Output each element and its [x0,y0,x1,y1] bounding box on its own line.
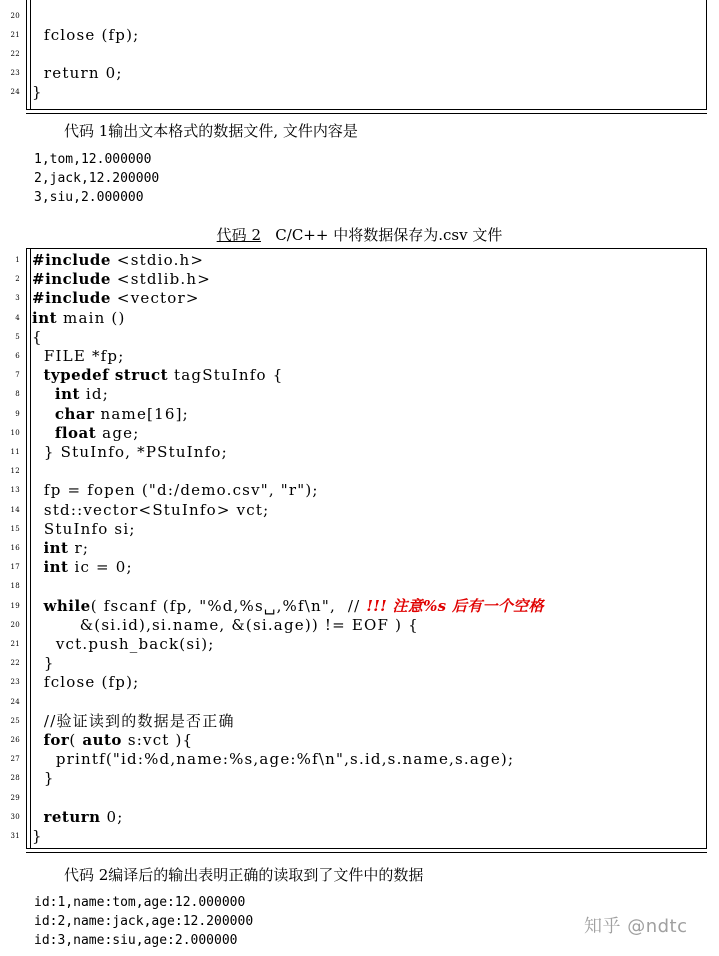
code-segment: vct.push_back(si); [32,635,215,653]
code-segment: fclose (fp); [32,26,140,44]
line-number: 9 [15,409,20,418]
code-line [10,789,706,808]
code-line [10,750,706,769]
code-segment: s:vct ){ [121,731,194,749]
code-line [10,7,706,26]
code-text [32,539,89,558]
code-segment: <stdlib.h> [110,270,212,289]
code-segment: printf("id:%d,name:%s,age:%f\n",s.id,s.name,s.age); [32,750,515,769]
line-number: 23 [10,678,20,687]
code-line [10,654,706,673]
code-line [10,769,706,788]
code-text [32,597,544,616]
line-number: 19 [10,601,20,610]
code-segment: std::vector<StuInfo> vct; [32,500,270,519]
code-line [15,404,706,424]
code-text [32,635,215,654]
code-text [32,328,43,347]
line-number: 12 [10,467,20,476]
code-segment: &(si.id),si.name, &(si.age)) != EOF ) { [32,615,419,634]
code-text [32,731,193,750]
code-segment: main () [57,308,126,327]
code-keyword: #include [32,270,111,289]
output-2-line-2: id:2,name:jack,age:12.200000 [34,914,254,929]
code-text [32,385,109,404]
code-keyword: int [32,385,80,404]
code-listing-1 [10,0,707,110]
code-line [10,519,706,539]
line-number: 11 [10,448,20,456]
line-number: 27 [10,755,20,764]
code-listing-2 [10,248,707,849]
line-number: 4 [15,313,20,322]
code-text [32,64,123,83]
line-number: 14 [10,505,20,514]
code-comment: !!! 注意%s 后有一个空格 [366,596,544,615]
code-text [32,347,124,366]
code-text [32,405,189,424]
code-line [15,366,706,385]
code-segment: ( fscanf (fp, "%d,%s␣,%f\n", // [90,596,367,615]
output-1-line-1: 1,tom,12.000000 [34,152,152,167]
code-keyword: for [32,731,70,749]
code-text [32,558,133,577]
code-segment: { [32,327,43,346]
line-number: 1 [15,256,20,264]
code-segment: fclose (fp); [32,673,140,692]
code-keyword: while [32,596,91,615]
line-number: 23 [10,69,20,77]
code-segment: 0; [100,807,124,826]
code-line [10,596,706,616]
code-keyword: #include [32,251,111,269]
code-segment: //验证读到的数据是否正确 [32,711,235,730]
code-keyword: char [32,404,95,423]
code-keyword: return [32,807,101,826]
code-segment: FILE *fp; [32,347,125,365]
code-line [10,64,706,83]
code-line [10,26,706,45]
line-number: 30 [10,812,20,821]
code-keyword: #include [32,289,111,308]
line-number: 18 [10,582,20,591]
code-segment: r; [68,539,90,557]
code-text [32,654,55,673]
code-line [10,731,706,750]
code-line [10,462,706,481]
code-segment: ( [69,731,83,749]
line-number: 21 [10,31,20,39]
code-line [10,693,706,712]
code-keyword: auto [82,731,122,749]
code-line [10,558,706,577]
code-line [15,270,706,289]
code-keyword: int [32,539,69,557]
code-text [32,289,200,308]
code-line [15,385,706,404]
code-line [10,45,706,64]
caption-3: 代码 2编译后的输出表明正确的读取到了文件中的数据 [64,866,424,884]
code-line [10,635,706,654]
code-line [10,500,706,520]
code-line [10,83,706,102]
output-2-line-3: id:3,name:siu,age:2.000000 [34,933,238,948]
caption-2-ref: 代码 2 [216,226,261,244]
code-segment: age; [96,423,140,442]
code-text [32,251,204,270]
line-number: 2 [15,275,20,284]
code-text [32,26,139,45]
line-number: 17 [10,563,20,572]
watermark: 知乎 @ndtc [584,916,688,937]
code-line [10,673,706,692]
code-text [32,501,269,520]
line-number: 24 [10,697,20,706]
code-segment: tagStuInfo { [168,366,284,385]
line-number: 22 [10,50,20,58]
line-number: 31 [10,832,20,840]
code-line [10,615,706,635]
code-text [32,424,139,443]
code-line [15,327,706,347]
code-text [32,827,43,846]
code-text [32,769,55,788]
code-text [32,808,124,827]
line-number: 7 [15,371,20,380]
code-text [32,616,419,635]
code-segment: name[16]; [94,404,189,423]
line-number: 20 [10,12,20,20]
code-text [32,673,139,692]
line-number: 29 [10,793,20,802]
line-number: 15 [10,524,20,533]
code-text [32,270,211,289]
code-segment: } [32,83,43,101]
code-segment: } [32,827,43,845]
code-line [10,577,706,596]
code-line [10,443,706,462]
line-number: 26 [10,736,20,744]
code-text [32,309,126,328]
line-number: 13 [10,486,20,495]
code-line [15,308,706,328]
output-1-line-2: 2,jack,12.200000 [34,171,160,186]
line-number: 21 [10,640,20,648]
code-segment: return 0; [32,64,123,82]
code-segment: id; [79,385,109,404]
code-segment: } StuInfo, *PStuInfo; [32,443,228,461]
caption-2-title: C/C++ 中将数据保存为.csv 文件 [275,226,503,244]
code-line [10,807,706,827]
output-1-line-3: 3,siu,2.000000 [34,190,144,205]
code-keyword: typedef struct [32,366,169,385]
code-line [15,289,706,308]
line-number: 3 [15,294,20,303]
code-keyword: int [32,558,69,577]
line-number: 10 [10,428,20,437]
caption-2 [0,226,719,245]
line-number: 25 [10,716,20,725]
code-line [10,711,706,731]
code-text [32,481,319,500]
code-text [32,83,43,102]
code-segment: <stdio.h> [110,251,205,269]
output-2-line-1: id:1,name:tom,age:12.000000 [34,895,246,910]
code-text [32,366,283,385]
code-segment: } [32,769,55,788]
line-number: 6 [15,352,20,360]
line-number: 5 [15,332,20,341]
code-line [10,827,706,846]
code-segment: StuInfo si; [32,519,136,538]
code-line [15,251,706,270]
code-segment: ic = 0; [68,558,133,577]
code-keyword: float [32,423,97,442]
code-line [15,347,706,366]
code-segment: fp = fopen ("d:/demo.csv", "r"); [32,481,319,500]
code-text [32,443,228,462]
line-number: 8 [15,390,20,399]
code-text [32,750,514,769]
line-number: 20 [10,620,20,629]
line-number: 16 [10,544,20,552]
line-number: 22 [10,659,20,668]
code-line [10,539,706,558]
code-text [32,712,235,731]
line-number: 28 [10,774,20,783]
code-line [10,481,706,500]
code-keyword: int [32,308,58,327]
code-segment: <vector> [110,289,200,308]
code-text [32,520,136,539]
line-number: 24 [10,88,20,96]
code-segment: } [32,654,55,673]
caption-1: 代码 1输出文本格式的数据文件, 文件内容是 [64,122,358,140]
code-line [10,423,706,443]
